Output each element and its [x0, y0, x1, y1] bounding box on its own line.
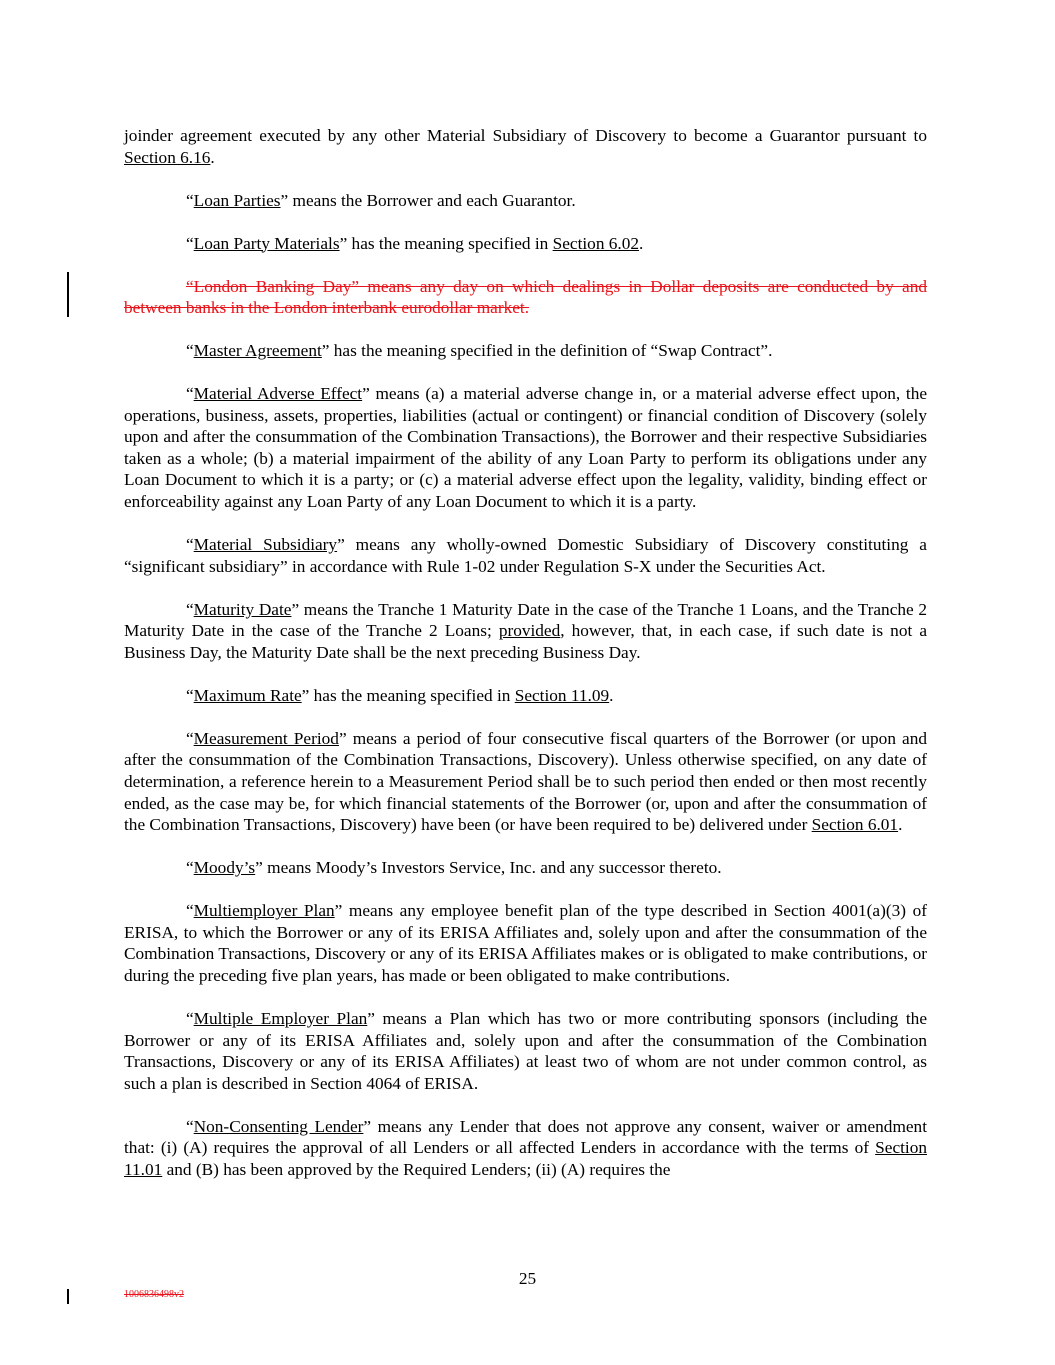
document-body: [124, 125, 927, 1202]
proviso-term: provided: [498, 621, 561, 641]
page-number: 25: [518, 1269, 537, 1288]
defined-term: Loan Parties: [193, 190, 281, 210]
defined-term: Material Subsidiary: [193, 535, 338, 555]
footer-change-bar: [67, 1289, 69, 1304]
definition-master-agreement: “Master Agreement” has the meaning specified in the definition of “Swap Contract”.: [186, 341, 773, 361]
definition-loan-party-materials: “Loan Party Materials” has the meaning specified in Section 6.02.: [186, 233, 644, 253]
definition-multiple-employer-plan: “Multiple Employer Plan” means a Plan which has two or more contributing sponsors (including the Borrower or any of its ERISA Affiliates and, solely upon and after the consummation of the Combination Transactions, Discovery or any of its ERISA Affiliates) at least two of whom are not under common control, as such a plan is described in Section 4064 of ERISA.: [124, 1008, 927, 1093]
section-reference: Section 11.09: [514, 685, 610, 705]
definition-material-subsidiary: “Material Subsidiary” means any wholly-owned Domestic Subsidiary of Discovery constituting a “significant subsidiary” in accordance with Rule 1-02 under Regulation S-X under the Securities Act.: [124, 535, 927, 576]
definition-loan-parties: “Loan Parties” means the Borrower and each Guarantor.: [186, 190, 576, 210]
definition-multiemployer-plan: “Multiemployer Plan” means any employee benefit plan of the type described in Section 4001(a)(3) of ERISA, to which the Borrower or any of its ERISA Affiliates and, solely upon and after the consummation of the Combination Transactions, Discovery or any of its ERISA Affiliates makes or is obligated to make contributions, or during the preceding five plan years, has made or been obligated to make contributions.: [124, 901, 927, 985]
defined-term: Measurement Period: [193, 728, 339, 748]
definition-non-consenting-lender: “Non-Consenting Lender” means any Lender that does not approve any consent, waiver or amendment that: (i) (A) requires the approval of all Lenders or all affected Lenders in accordance with the terms of Section 11.01 and (B) has been approved by the Required Lenders; (ii) (A) requires the: [124, 1116, 927, 1179]
defined-term: Multiemployer Plan: [193, 901, 335, 921]
defined-term: Multiple Employer Plan: [193, 1008, 368, 1028]
section-reference: Section 11.01: [124, 1138, 927, 1179]
defined-term: Loan Party Materials: [193, 233, 340, 253]
deleted-definition-london-banking-day: “London Banking Day” means any day on which dealings in Dollar deposits are conducted by and between banks in the London interbank eurodollar market.: [124, 276, 927, 318]
section-reference: Section 6.02: [552, 233, 640, 253]
defined-term: Moody’s: [193, 858, 256, 878]
definition-maturity-date: “Maturity Date” means the Tranche 1 Maturity Date in the case of the Tranche 1 Loans, and the Tranche 2 Maturity Date in the case of the Tranche 2 Loans; provided, however, that, in each case, if such date is not a Business Day, the Maturity Date shall be the next preceding Business Day.: [124, 599, 927, 662]
definition-material-adverse-effect: “Material Adverse Effect” means (a) a material adverse change in, or a material adverse effect upon, the operations, business, assets, properties, liabilities (actual or contingent) or financial condition of Discovery (solely upon and after the consummation of the Combination Transactions), the Borrower and their respective Subsidiaries taken as a whole; (b) a material impairment of the ability of any Loan Party to perform its obligations under any Loan Document to which it is a party; or (c) a material adverse effect upon the legality, validity, binding effect or enforceability against any Loan Party of any Loan Document to which it is a party.: [124, 384, 928, 512]
definition-moodys: “Moody’s” means Moody’s Investors Service, Inc. and any successor thereto.: [186, 858, 722, 878]
section-reference: Section 6.01: [811, 815, 899, 835]
change-bar: [67, 272, 69, 317]
definition-measurement-period: “Measurement Period” means a period of four consecutive fiscal quarters of the Borrower (or upon and after the consummation of the Combination Transactions, Discovery). Unless otherwise specified, on any date of determination, a reference herein to a Measurement Period shall be to such period then ended or then most recently ended, as the case may be, for which financial statements of the Borrower (or, upon and after the consummation of the Combination Transactions, Discovery) have been (or have been required to be) delivered under Section 6.01.: [124, 728, 927, 835]
defined-term: Material Adverse Effect: [193, 384, 363, 404]
paragraph-continuation: joinder agreement executed by any other Material Subsidiary of Discovery to become a Guarantor pursuant to Section 6.16.: [124, 126, 927, 167]
defined-term: Maximum Rate: [193, 685, 302, 705]
definition-maximum-rate: “Maximum Rate” has the meaning specified in Section 11.09.: [186, 685, 614, 705]
defined-term: Non-Consenting Lender: [193, 1116, 364, 1136]
defined-term: Maturity Date: [193, 599, 292, 619]
defined-term: Master Agreement: [193, 341, 322, 361]
section-reference: Section 6.16: [124, 147, 211, 167]
document-id: 1006836498v2: [124, 1289, 184, 1300]
